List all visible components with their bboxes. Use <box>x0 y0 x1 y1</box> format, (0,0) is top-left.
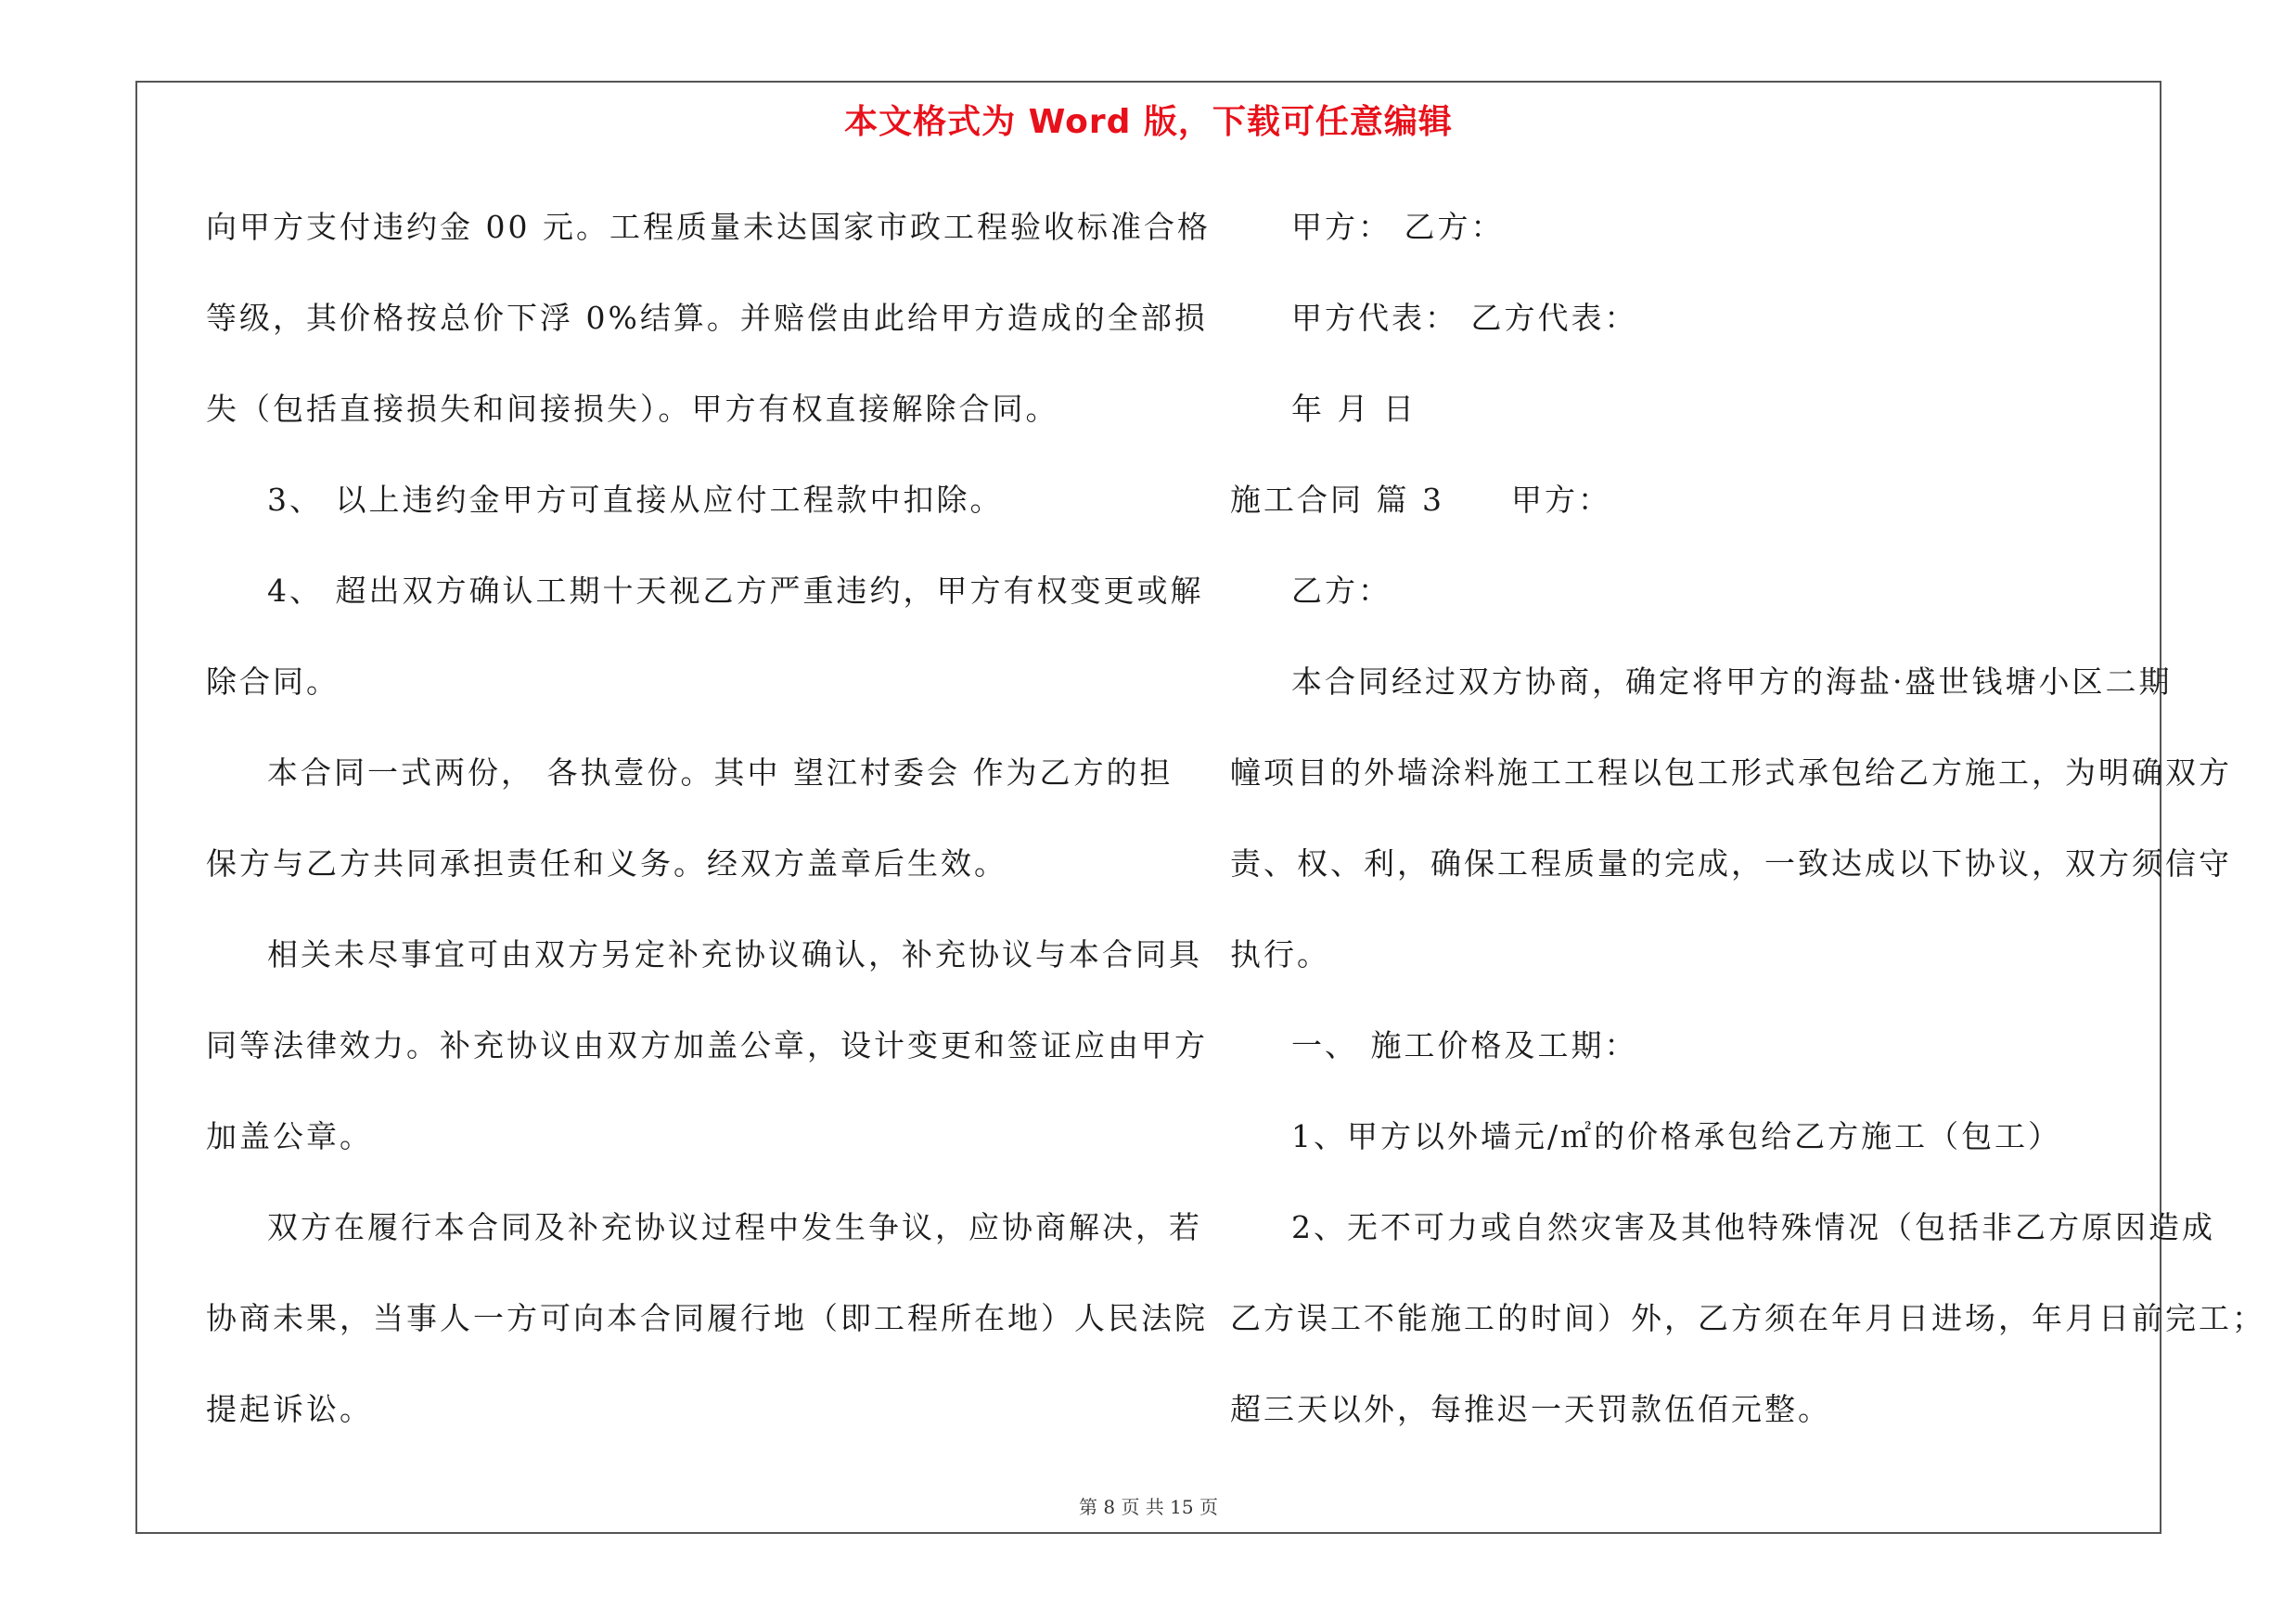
text-line: 超三天以外，每推迟一天罚款伍佰元整。 <box>1230 1391 1831 1427</box>
text-line: 2、无不可力或自然灾害及其他特殊情况（包括非乙方原因造成 <box>1291 1209 2215 1245</box>
left-column <box>206 182 1211 1455</box>
text-line: 同等法律效力。补充协议由双方加盖公章，设计变更和签证应由甲方 <box>206 1027 1208 1063</box>
text-line: 甲方： 乙方： <box>1291 209 1505 245</box>
text-line: 1、甲方以外墙元/㎡的价格承包给乙方施工（包工） <box>1291 1118 2062 1154</box>
text-line: 乙方： <box>1291 573 1392 609</box>
text-line: 本合同一式两份， 各执壹份。其中 望江村委会 作为乙方的担 <box>267 754 1174 791</box>
right-column <box>1230 182 2265 1455</box>
text-line: 施工合同 篇 3 甲方： <box>1230 482 1611 518</box>
text-line: 本合同经过双方协商，确定将甲方的海盐·盛世钱塘小区二期 <box>1291 663 2173 700</box>
page-number-footer: 第 8 页 共 15 页 <box>1079 1496 1218 1518</box>
text-line: 向甲方支付违约金 00 元。工程质量未达国家市政工程验收标准合格 <box>206 209 1211 245</box>
text-line: 幢项目的外墙涂料施工工程以包工形式承包给乙方施工，为明确双方 <box>1230 754 2232 791</box>
text-line: 协商未果，当事人一方可向本合同履行地（即工程所在地）人民法院 <box>206 1300 1208 1336</box>
text-line: 一、 施工价格及工期： <box>1291 1027 1638 1063</box>
text-line: 失（包括直接损失和间接损失）。甲方有权直接解除合同。 <box>206 391 1059 427</box>
text-line: 4、 超出双方确认工期十天视乙方严重违约，甲方有权变更或解 <box>267 573 1204 609</box>
text-line: 3、 以上违约金甲方可直接从应付工程款中扣除。 <box>267 482 1004 518</box>
text-line: 双方在履行本合同及补充协议过程中发生争议，应协商解决，若 <box>267 1209 1202 1245</box>
text-line: 执行。 <box>1230 936 1330 973</box>
text-line: 加盖公章。 <box>206 1118 373 1154</box>
text-line: 甲方代表： 乙方代表： <box>1291 300 1638 336</box>
word-format-banner: 本文格式为 Word 版，下载可任意编辑 <box>844 103 1453 141</box>
page-frame <box>135 81 2265 1534</box>
text-line: 保方与乙方共同承担责任和义务。经双方盖章后生效。 <box>206 845 1007 882</box>
text-line: 提起诉讼。 <box>206 1391 373 1427</box>
text-line: 等级，其价格按总价下浮 0%结算。并赔偿由此给甲方造成的全部损 <box>206 300 1208 336</box>
text-line: 除合同。 <box>206 663 340 700</box>
text-line: 责、权、利，确保工程质量的完成，一致达成以下协议，双方须信守 <box>1230 845 2232 882</box>
text-line: 乙方误工不能施工的时间）外，乙方须在年月日进场，年月日前完工； <box>1230 1300 2265 1336</box>
text-line: 相关未尽事宜可由双方另定补充协议确认，补充协议与本合同具 <box>267 936 1202 973</box>
text-line: 年 月 日 <box>1291 391 1417 427</box>
